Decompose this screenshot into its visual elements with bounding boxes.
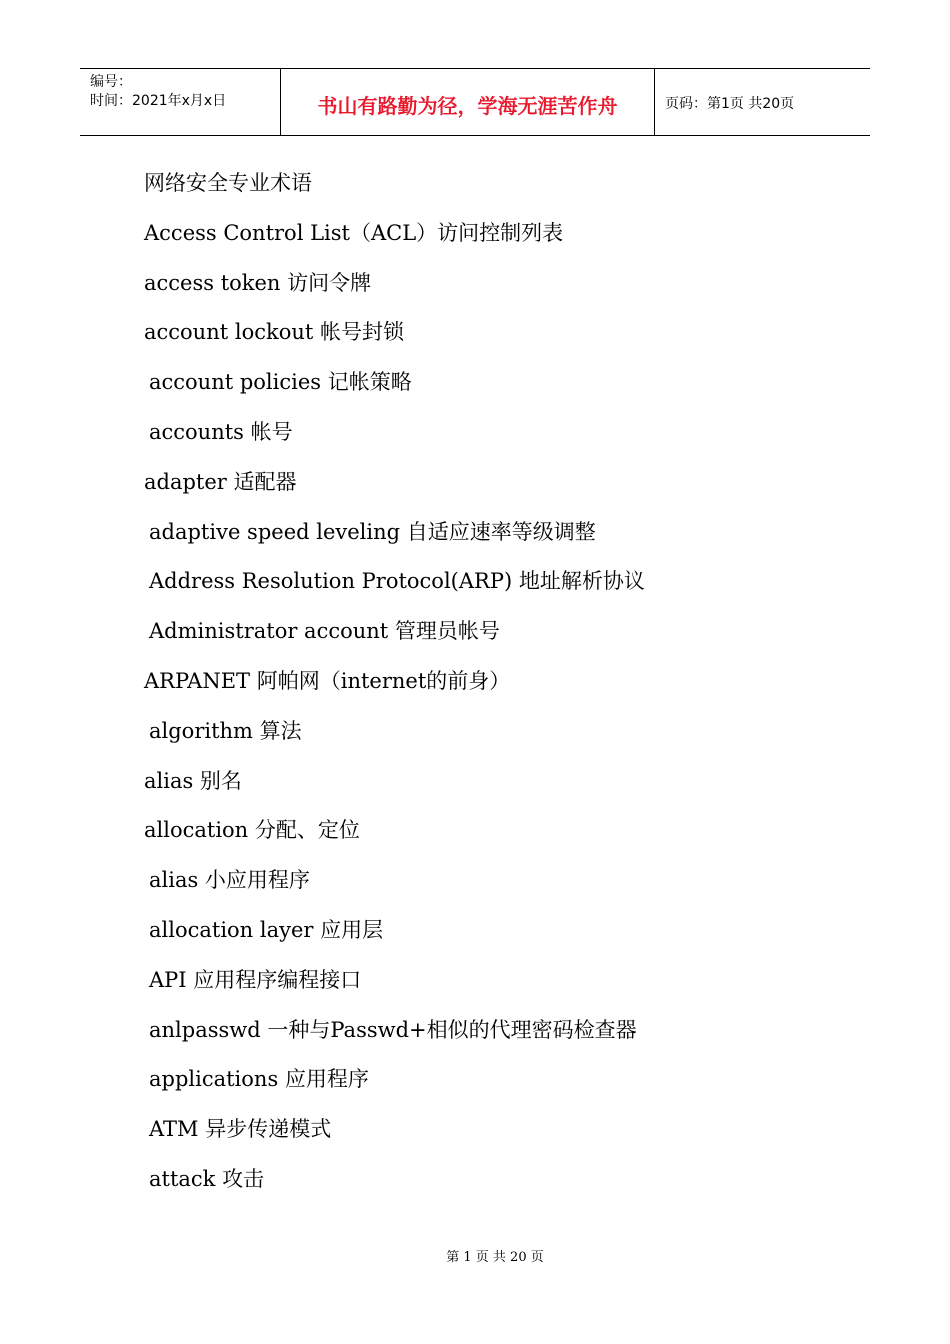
glossary-term: access token 访问令牌 — [144, 270, 372, 295]
page-header — [80, 68, 870, 136]
glossary-term: Administrator account 管理员帐号 — [149, 619, 500, 644]
glossary-term: ATM 异步传递模式 — [149, 1117, 332, 1142]
glossary-term: algorithm 算法 — [149, 718, 302, 743]
glossary-term: account policies 记帐策略 — [149, 370, 412, 395]
page-footer: 第 1 页 共 20 页 — [446, 1250, 544, 1265]
glossary-term: adapter 适配器 — [144, 469, 297, 494]
header-page-info: 页码：第1页 共20页 — [665, 96, 795, 112]
glossary-term: applications 应用程序 — [149, 1067, 369, 1092]
date-label: 时间：2021年x月x日 — [90, 93, 227, 109]
glossary-term: accounts 帐号 — [149, 419, 293, 444]
glossary-term: Address Resolution Protocol(ARP) 地址解析协议 — [149, 569, 645, 594]
glossary-term: Access Control List（ACL）访问控制列表 — [144, 220, 564, 245]
glossary-term: account lockout 帐号封锁 — [144, 320, 404, 345]
glossary-term: allocation layer 应用层 — [149, 917, 384, 942]
serial-number-label: 编号： — [90, 74, 132, 90]
glossary-term: alias 别名 — [144, 768, 242, 793]
document-title: 网络安全专业术语 — [144, 171, 312, 195]
term-list — [144, 167, 844, 1213]
glossary-term: adaptive speed leveling 自适应速率等级调整 — [149, 519, 596, 544]
glossary-term: API 应用程序编程接口 — [149, 967, 362, 992]
glossary-term: allocation 分配、定位 — [144, 818, 360, 843]
glossary-term: alias 小应用程序 — [149, 868, 310, 893]
header-motto: 书山有路勤为径，学海无涯苦作舟 — [281, 69, 655, 135]
glossary-term: anlpasswd 一种与Passwd+相似的代理密码检查器 — [149, 1017, 637, 1042]
glossary-term: attack 攻击 — [149, 1166, 265, 1191]
glossary-term: ARPANET 阿帕网（internet的前身） — [144, 668, 511, 693]
header-meta — [80, 69, 281, 135]
